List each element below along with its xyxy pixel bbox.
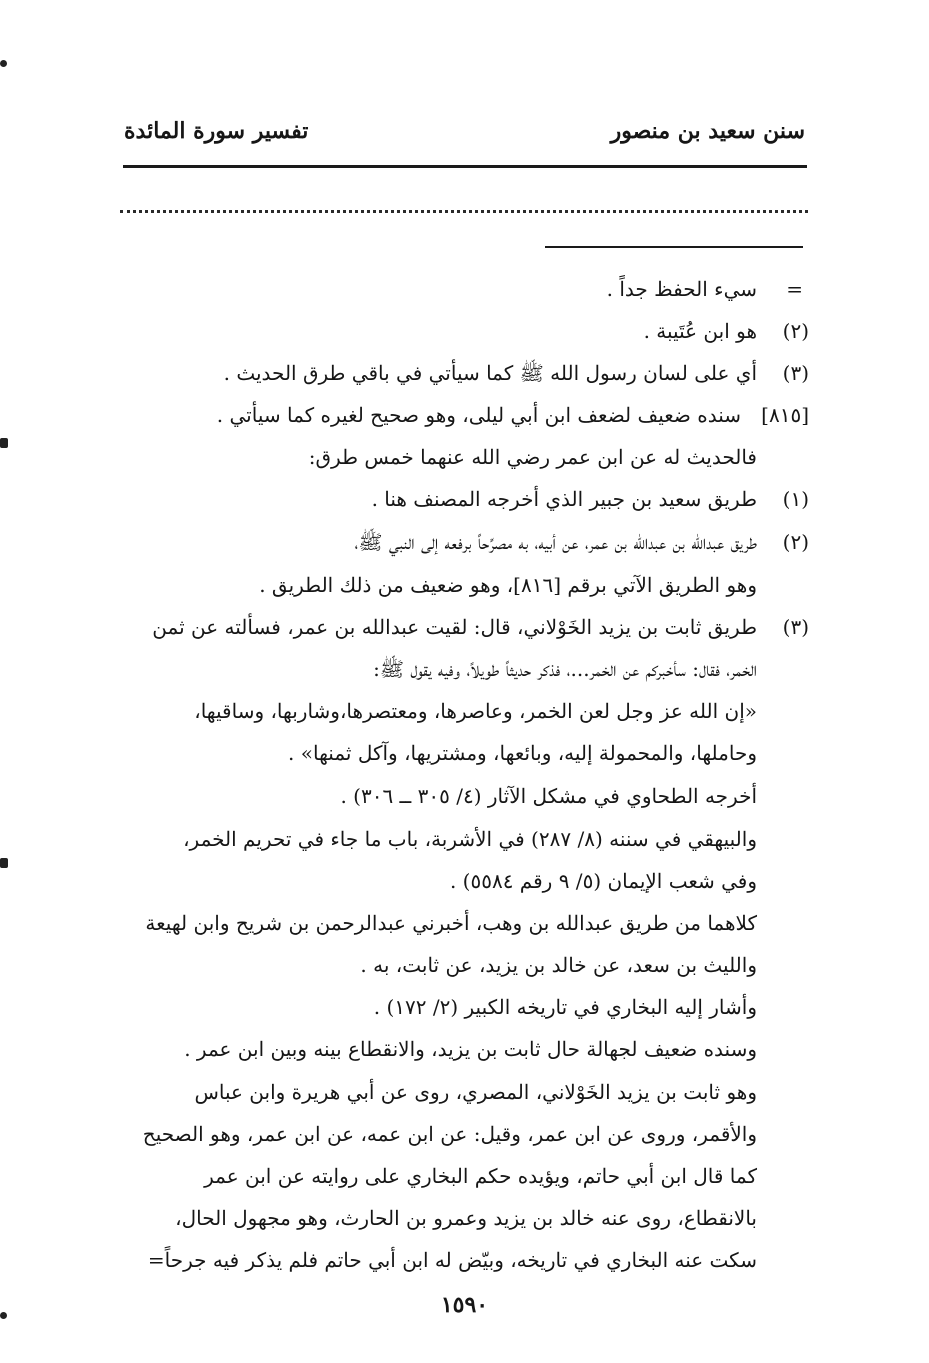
text-line: «إن الله عز وجل لعن الخمر، وعاصرها، ومعتصرها،وشاربها، وساقيها، <box>194 699 757 723</box>
text-line: وهو الطريق الآتي برقم [٨١٦]، وهو ضعيف من ذلك الطريق . <box>259 573 757 597</box>
text-line: والبيهقي في سننه (٨/ ٢٨٧) في الأشربة، باب ما جاء في تحريم الخمر، <box>183 827 757 851</box>
scan-edge-mark <box>0 438 8 448</box>
page-number: ١٥٩٠ <box>440 1292 489 1318</box>
text-line: وحاملها، والمحمولة إليه، وبائعها، ومشتريها، وآكل ثمنها» . <box>288 741 757 765</box>
hadith-reference-number: [٨١٥] <box>761 403 809 427</box>
text-line: طريق سعيد بن جبير الذي أخرجه المصنف هنا . <box>371 487 757 511</box>
text-line: فالحديث له عن ابن عمر رضي الله عنهما خمس طرق: <box>308 445 757 469</box>
text-line: وسنده ضعيف لجهالة حال ثابت بن يزيد، والانقطاع بينه وبين ابن عمر . <box>184 1037 757 1061</box>
footnote-number-3: (٣) <box>782 361 809 385</box>
book-title-header: سنن سعيد بن منصور <box>610 118 805 144</box>
text-line: سكت عنه البخاري في تاريخه، وبيّض له ابن أبي حاتم فلم يذكر فيه جرحاً= <box>147 1248 757 1272</box>
text-line: كما قال ابن أبي حاتم، ويؤيده حكم البخاري على روايته عن ابن عمر <box>204 1164 757 1188</box>
text-line: وفي شعب الإيمان (٥/ ٩ رقم ٥٥٨٤) . <box>449 869 757 893</box>
text-line: طريق عبدالله بن عبدالله بن عمر، عن أبيه، به مصرِّحاً برفعه إلى النبي ﷺ، <box>354 530 757 554</box>
text-line: والأقمر، وروى عن ابن عمر، وقيل: عن ابن عمه، عن ابن عمر، وهو الصحيح <box>142 1122 757 1146</box>
text-line: طريق ثابت بن يزيد الخَوْلاني، قال: لقيت عبدالله بن عمر، فسألته عن ثمن <box>152 615 757 639</box>
scan-edge-mark <box>0 60 7 67</box>
continuation-marker: = <box>786 277 803 301</box>
scan-edge-mark <box>0 858 8 868</box>
text-line: أي على لسان رسول الله ﷺ كما سيأتي في باقي طرق الحديث . <box>223 361 757 385</box>
text-line: وهو ثابت بن يزيد الخَوْلاني، المصري، روى عن أبي هريرة وابن عباس <box>194 1080 757 1104</box>
dotted-separator <box>120 210 808 213</box>
footnote-rule <box>545 246 803 248</box>
text-line: والليث بن سعد، عن خالد بن يزيد، عن ثابت، به . <box>360 953 757 977</box>
text-line: سنده ضعيف لضعف ابن أبي ليلى، وهو صحيح لغيره كما سيأتي . <box>216 403 741 427</box>
route-number-1: (١) <box>782 487 809 511</box>
text-line: بالانقطاع، روى عنه خالد بن يزيد وعمرو بن الحارث، وهو مجهول الحال، <box>175 1206 757 1230</box>
route-number-2: (٢) <box>782 530 809 554</box>
text-line: سيء الحفظ جداً . <box>606 277 757 301</box>
header-rule <box>123 165 807 168</box>
route-number-3: (٣) <box>782 615 809 639</box>
text-line: الخمر، فقال: سأخبركم عن الخمر...، فذكر حديثاً طويلاً، وفيه يقول ﷺ: <box>373 657 757 681</box>
text-line: أخرجه الطحاوي في مشكل الآثار (٤/ ٣٠٥ ــ ٣٠٦) . <box>340 784 757 808</box>
scan-edge-mark <box>0 1312 7 1319</box>
text-line: كلاهما من طريق عبدالله بن وهب، أخبرني عبدالرحمن بن شريح وابن لهيعة <box>145 911 757 935</box>
chapter-title-header: تفسير سورة المائدة <box>124 118 309 144</box>
text-line: هو ابن عُتَيبة . <box>643 319 757 343</box>
footnote-number-2: (٢) <box>782 319 809 343</box>
text-line: وأشار إليه البخاري في تاريخه الكبير (٢/ ١٧٢) . <box>373 995 757 1019</box>
